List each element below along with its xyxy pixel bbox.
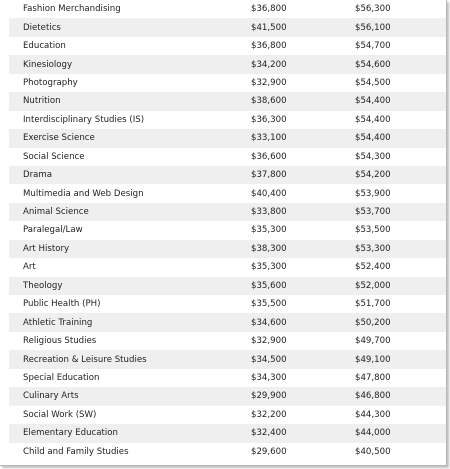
starting-salary-cell: $36,800 (251, 4, 287, 15)
mid-career-salary-cell: $49,100 (355, 354, 391, 365)
starting-salary-cell: $36,800 (251, 41, 287, 52)
table-row (9, 129, 446, 147)
table-row (9, 37, 446, 55)
starting-salary-cell: $34,200 (251, 59, 287, 70)
mid-career-salary-cell: $53,300 (355, 243, 391, 254)
major-cell: Recreation & Leisure Studies (23, 354, 147, 365)
mid-career-salary-cell: $54,500 (355, 77, 391, 88)
table-row (9, 369, 446, 387)
starting-salary-cell: $40,400 (251, 188, 287, 199)
major-cell: Kinesiology (23, 59, 73, 70)
starting-salary-cell: $38,600 (251, 96, 287, 107)
starting-salary-cell: $37,800 (251, 170, 287, 181)
mid-career-salary-cell: $53,900 (355, 188, 391, 199)
table-row (9, 148, 446, 166)
starting-salary-cell: $36,300 (251, 114, 287, 125)
mid-career-salary-cell: $44,000 (355, 428, 391, 439)
major-cell: Exercise Science (23, 133, 95, 144)
mid-career-salary-cell: $54,300 (355, 151, 391, 162)
table-row (9, 221, 446, 239)
table-row (9, 55, 446, 73)
major-cell: Elementary Education (23, 428, 118, 439)
mid-career-salary-cell: $56,100 (355, 22, 391, 33)
major-cell: Photography (23, 77, 78, 88)
starting-salary-cell: $32,400 (251, 428, 287, 439)
major-cell: Social Work (SW) (23, 409, 97, 420)
starting-salary-cell: $32,200 (251, 409, 287, 420)
table-row (9, 277, 446, 295)
major-cell: Culinary Arts (23, 391, 79, 402)
major-cell: Art History (23, 243, 70, 254)
table-row (9, 166, 446, 184)
mid-career-salary-cell: $53,700 (355, 207, 391, 218)
starting-salary-cell: $29,900 (251, 391, 287, 402)
table-row (9, 406, 446, 424)
mid-career-salary-cell: $52,400 (355, 262, 391, 273)
table-row (9, 240, 446, 258)
starting-salary-cell: $32,900 (251, 336, 287, 347)
table-row (9, 387, 446, 405)
major-cell: Art (23, 262, 36, 273)
starting-salary-cell: $33,800 (251, 207, 287, 218)
table-row (9, 111, 446, 129)
starting-salary-cell: $33,100 (251, 133, 287, 144)
mid-career-salary-cell: $54,200 (355, 170, 391, 181)
starting-salary-cell: $34,300 (251, 372, 287, 383)
mid-career-salary-cell: $56,300 (355, 4, 391, 15)
major-cell: Religious Studies (23, 336, 97, 347)
mid-career-salary-cell: $46,800 (355, 391, 391, 402)
major-cell: Animal Science (23, 207, 89, 218)
mid-career-salary-cell: $51,700 (355, 299, 391, 310)
table-row (9, 313, 446, 331)
mid-career-salary-cell: $47,800 (355, 372, 391, 383)
starting-salary-cell: $34,500 (251, 354, 287, 365)
table-row (9, 18, 446, 36)
table-row (9, 424, 446, 442)
table-row (9, 350, 446, 368)
major-cell: Social Science (23, 151, 85, 162)
mid-career-salary-cell: $54,400 (355, 96, 391, 107)
starting-salary-cell: $35,500 (251, 299, 287, 310)
major-cell: Child and Family Studies (23, 446, 129, 457)
table-row (9, 443, 446, 461)
salary-table-body (9, 0, 446, 461)
mid-career-salary-cell: $52,000 (355, 280, 391, 291)
table-row (9, 0, 446, 18)
major-cell: Paralegal/Law (23, 225, 83, 236)
starting-salary-cell: $35,300 (251, 225, 287, 236)
major-cell: Drama (23, 170, 53, 181)
major-cell: Multimedia and Web Design (23, 188, 144, 199)
mid-career-salary-cell: $54,600 (355, 59, 391, 70)
starting-salary-cell: $36,600 (251, 151, 287, 162)
mid-career-salary-cell: $54,700 (355, 41, 391, 52)
major-cell: Nutrition (23, 96, 61, 107)
table-row (9, 332, 446, 350)
starting-salary-cell: $29,600 (251, 446, 287, 457)
mid-career-salary-cell: $44,300 (355, 409, 391, 420)
mid-career-salary-cell: $40,500 (355, 446, 391, 457)
mid-career-salary-cell: $49,700 (355, 336, 391, 347)
table-row (9, 184, 446, 202)
table-row (9, 258, 446, 276)
starting-salary-cell: $35,300 (251, 262, 287, 273)
starting-salary-cell: $38,300 (251, 243, 287, 254)
major-cell: Public Health (PH) (23, 299, 101, 310)
major-cell: Athletic Training (23, 317, 93, 328)
table-row (9, 295, 446, 313)
major-cell: Theology (23, 280, 63, 291)
major-cell: Fashion Merchandising (23, 4, 121, 15)
major-cell: Education (23, 41, 66, 52)
mid-career-salary-cell: $50,200 (355, 317, 391, 328)
table-row (9, 203, 446, 221)
mid-career-salary-cell: $54,400 (355, 114, 391, 125)
table-row (9, 92, 446, 110)
salary-table (9, 0, 446, 461)
starting-salary-cell: $35,600 (251, 280, 287, 291)
starting-salary-cell: $41,500 (251, 22, 287, 33)
mid-career-salary-cell: $54,400 (355, 133, 391, 144)
starting-salary-cell: $34,600 (251, 317, 287, 328)
mid-career-salary-cell: $53,500 (355, 225, 391, 236)
major-cell: Dietetics (23, 22, 61, 33)
starting-salary-cell: $32,900 (251, 77, 287, 88)
major-cell: Interdisciplinary Studies (IS) (23, 114, 145, 125)
major-cell: Special Education (23, 372, 100, 383)
table-row (9, 74, 446, 92)
